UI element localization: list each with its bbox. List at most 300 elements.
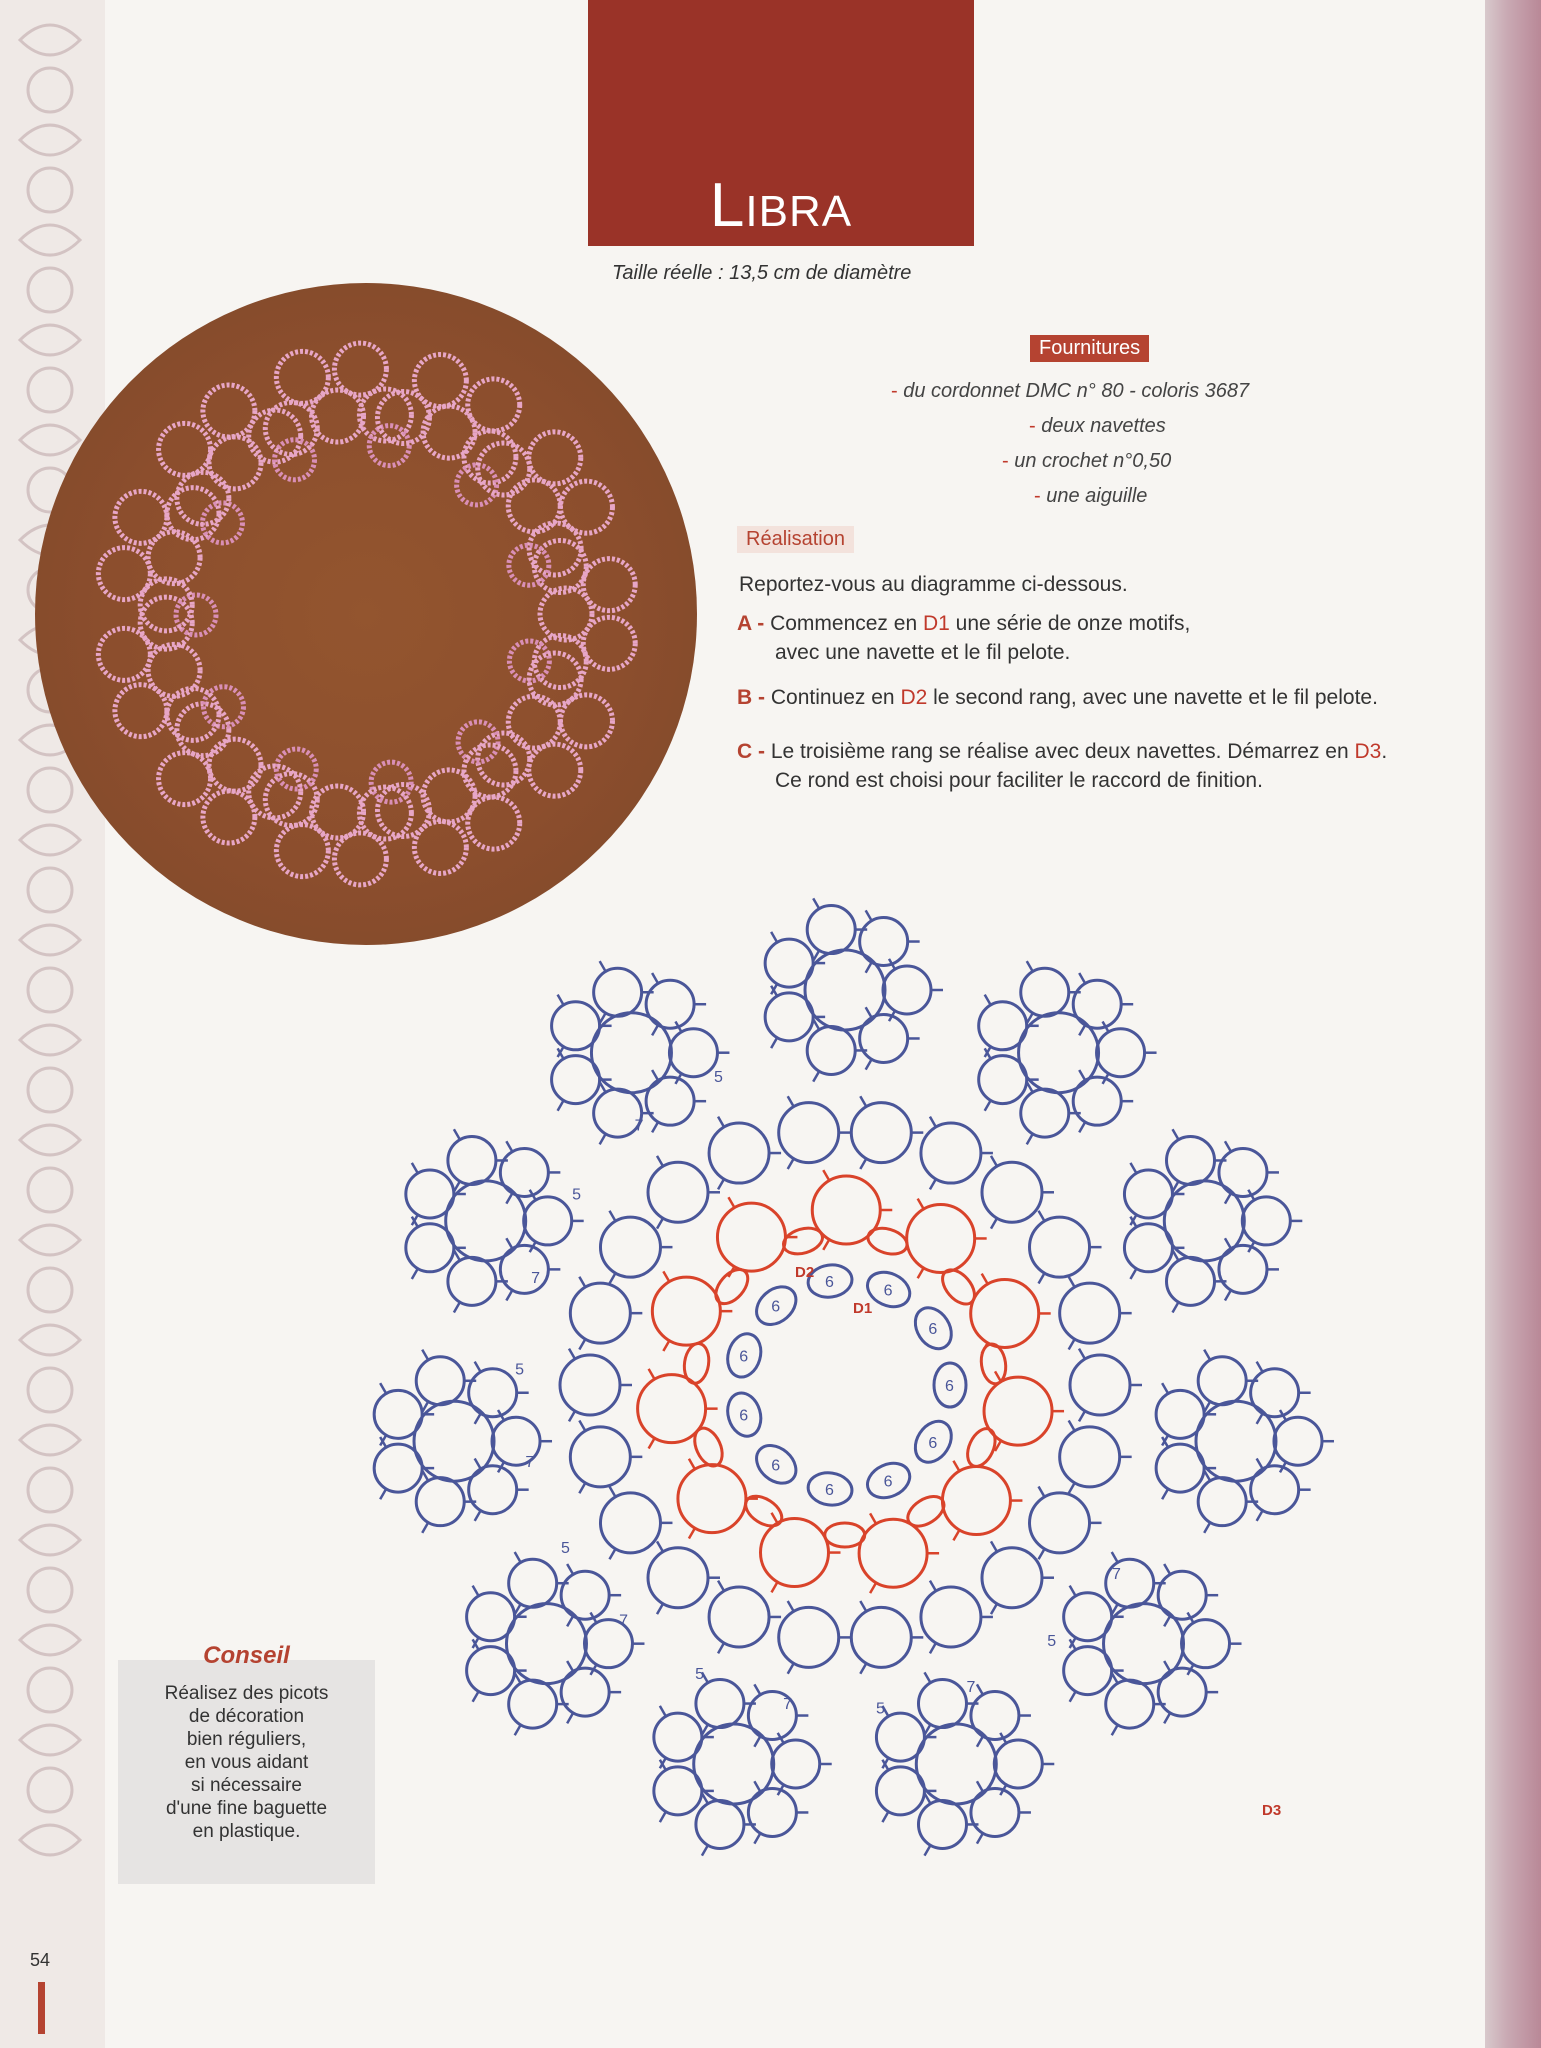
tatting-ring <box>1070 1355 1130 1415</box>
tatting-red-leaf <box>740 1490 787 1532</box>
tatting-picot <box>870 1513 876 1523</box>
tatting-picot <box>1027 1134 1033 1144</box>
tatting-picot <box>754 1781 760 1791</box>
lace-ring <box>204 687 244 727</box>
tatting-picot <box>930 1581 936 1591</box>
tatting-picot <box>1070 1586 1076 1596</box>
tatting-picot <box>515 1725 521 1735</box>
tatting-picot <box>475 1459 481 1469</box>
tatting-picot <box>754 1736 760 1746</box>
supply-item: - du cordonnet DMC n° 80 - coloris 3687 <box>891 380 1250 402</box>
tip-line: en plastique. <box>192 1821 301 1842</box>
stitch-count: 7 <box>619 1612 629 1630</box>
tatting-picot <box>652 1070 658 1080</box>
step-text: Commencez en <box>770 612 923 635</box>
tatting-ring <box>805 950 885 1030</box>
tatting-picot <box>985 1100 991 1110</box>
tatting-ring <box>883 966 931 1014</box>
page-title <box>588 170 974 241</box>
tatting-picot <box>1204 1522 1210 1532</box>
stitch-count: 6 <box>883 1473 893 1491</box>
tatting-ring <box>760 1519 828 1587</box>
supply-item-text: deux navettes <box>1041 415 1166 437</box>
tatting-picot <box>1225 1193 1231 1203</box>
tatting-ring <box>1104 1604 1184 1684</box>
lace-ring <box>509 545 549 585</box>
lace-ring <box>560 695 612 747</box>
supply-item: - deux navettes <box>1029 415 1166 437</box>
tatting-ring <box>779 1103 839 1163</box>
tatting-picot <box>657 1541 663 1551</box>
tatting-picot <box>771 932 777 942</box>
lace-ring <box>159 423 211 475</box>
tatting-picot <box>930 1117 936 1127</box>
tatting-ring <box>696 1800 744 1848</box>
tatting-picot <box>652 1025 658 1035</box>
tatting-picot <box>1069 1483 1075 1493</box>
tatting-picot <box>454 1129 460 1139</box>
tatting-picot <box>860 1601 866 1611</box>
tatting-picot <box>866 910 872 920</box>
lace-ring <box>202 503 242 543</box>
tatting-ring <box>694 1724 774 1804</box>
tatting-ring <box>807 906 855 954</box>
lace-ring <box>115 491 167 543</box>
lace-ring <box>312 390 364 442</box>
tatting-ring <box>500 1245 548 1293</box>
lace-ring <box>265 402 317 454</box>
tatting-ring <box>1167 1136 1215 1184</box>
tatting-ring <box>971 1279 1039 1347</box>
tatting-picot <box>977 1736 983 1746</box>
tatting-picot <box>1069 1420 1075 1430</box>
tatting-picot <box>380 1383 386 1393</box>
tip-line: Réalisez des picots <box>164 1683 329 1704</box>
tatting-picot <box>813 1071 819 1081</box>
tatting-red-leaf <box>962 1424 1000 1470</box>
tatting-picot <box>1112 1552 1118 1562</box>
tatting-picot <box>663 1341 669 1351</box>
tatting-ring <box>1021 968 1069 1016</box>
page-number: 54 <box>30 1950 51 1970</box>
tatting-picot <box>506 1238 512 1248</box>
tatting-ring <box>1182 1620 1230 1668</box>
tatting-ring <box>509 1559 557 1607</box>
tatting-ring <box>561 1571 609 1619</box>
tatting-picot <box>506 1141 512 1151</box>
stitch-count: 6 <box>928 1321 938 1339</box>
step-ref: D2 <box>900 686 928 709</box>
tatting-picot <box>657 1604 663 1614</box>
tip-line: bien réguliers, <box>186 1729 307 1750</box>
tatting-ring <box>916 1724 996 1804</box>
lace-ring <box>529 432 581 484</box>
tatting-picot <box>422 1522 428 1532</box>
stitch-count: 7 <box>783 1696 793 1714</box>
tatting-picot <box>860 1159 866 1169</box>
tatting-picot <box>1130 1163 1136 1173</box>
tatting-picot <box>600 1134 606 1144</box>
tatting-picot <box>985 995 991 1005</box>
tatting-ring <box>1060 1427 1120 1487</box>
tatting-ring <box>416 1357 464 1405</box>
tatting-picot <box>609 1211 615 1221</box>
tatting-picot <box>412 1163 418 1173</box>
tatting-picot <box>422 1350 428 1360</box>
tatting-picot <box>860 1096 866 1106</box>
tatting-picot <box>506 1193 512 1203</box>
tatting-red-leaf <box>682 1342 712 1385</box>
tatting-ring <box>921 1587 981 1647</box>
tatting-ring <box>506 1604 586 1684</box>
instructions-intro: Reportez-vous au diagramme ci-dessous. <box>739 573 1128 596</box>
lace-ring <box>508 480 560 532</box>
step-letter: A <box>737 612 752 635</box>
step-text-line2: avec une navette et le fil pelote. <box>775 641 1071 664</box>
tatting-picot <box>977 1833 983 1843</box>
tatting-ring <box>696 1680 744 1728</box>
lace-ring <box>98 628 150 680</box>
tatting-picot <box>918 1199 924 1209</box>
tatting-ring <box>1073 980 1121 1028</box>
tatting-red-leaf <box>936 1264 980 1310</box>
tatting-picot <box>1039 1486 1045 1496</box>
tatting-picot <box>1173 1129 1179 1139</box>
step-ref: D1 <box>922 612 950 635</box>
step-letter: C <box>737 740 753 763</box>
tatting-picot <box>1069 1339 1075 1349</box>
tatting-ring <box>1274 1417 1322 1465</box>
tatting-ring <box>1106 1680 1154 1728</box>
page-number-bar <box>38 1982 45 2034</box>
stitch-count: 6 <box>928 1434 938 1452</box>
book-spine-edge <box>1485 0 1541 2048</box>
tatting-picot <box>788 1159 794 1169</box>
tatting-ring <box>1242 1197 1290 1245</box>
tatting-picot <box>1162 1489 1168 1499</box>
stitch-count: 6 <box>825 1481 834 1499</box>
tatting-picot <box>953 1530 959 1540</box>
step-text: une série de onze motifs, <box>949 612 1191 635</box>
tatting-ring <box>669 1029 717 1077</box>
stitch-count: 6 <box>771 1298 781 1316</box>
tatting-ring <box>448 1136 496 1184</box>
tatting-picot <box>1079 973 1085 983</box>
tatting-picot <box>657 1156 663 1166</box>
tatting-picot <box>771 1582 777 1592</box>
tatting-ring <box>652 1277 720 1345</box>
lace-ring <box>203 791 255 843</box>
tatting-ring <box>509 1680 557 1728</box>
tatting-picot <box>1039 1273 1045 1283</box>
tatting-picot <box>1079 1349 1085 1359</box>
tatting-picot <box>991 1156 997 1166</box>
tip-line: d'une fine baguette <box>165 1798 328 1819</box>
tatting-picot <box>609 1273 615 1283</box>
tatting-ring <box>600 1493 660 1553</box>
tatting-ring <box>918 1680 966 1728</box>
supplies-label: Fournitures <box>1030 335 1149 362</box>
tatting-ring <box>591 1013 671 1093</box>
tatting-picot <box>1257 1459 1263 1469</box>
tatting-picot <box>953 1461 959 1471</box>
step-text: Continuez en <box>770 686 901 709</box>
tatting-red-leaf <box>689 1424 727 1470</box>
tatting-ring <box>971 1692 1019 1740</box>
tatting-picot <box>660 1706 666 1716</box>
lace-ring <box>478 443 530 495</box>
tatting-picot <box>475 1362 481 1372</box>
tatting-picot <box>930 1179 936 1189</box>
tatting-picot <box>991 1218 997 1228</box>
tatting-picot <box>609 1486 615 1496</box>
tatting-picot <box>660 1812 666 1822</box>
tatting-picot <box>473 1691 479 1701</box>
tip-title: Conseil <box>203 1642 290 1669</box>
tatting-ring <box>1019 1013 1099 1093</box>
tatting-picot <box>689 1528 695 1538</box>
tatting-picot <box>652 973 658 983</box>
tatting-ring <box>600 1217 660 1277</box>
tatting-picot <box>728 1197 734 1207</box>
lace-ring <box>423 770 475 822</box>
tatting-picot <box>1257 1510 1263 1520</box>
tatting-picot <box>788 1096 794 1106</box>
tatting-picot <box>823 1170 829 1180</box>
tatting-ring <box>1198 1478 1246 1526</box>
tatting-picot <box>718 1581 724 1591</box>
tatting-picot <box>718 1643 724 1653</box>
tatting-ring <box>469 1466 517 1514</box>
tatting-ring <box>982 1548 1042 1608</box>
stitch-count: 6 <box>739 1348 749 1366</box>
tatting-picot <box>600 961 606 971</box>
tatting-picot <box>924 1672 930 1682</box>
size-note: Taille réelle : 13,5 cm de diamètre <box>612 262 912 284</box>
tatting-ring <box>561 1668 609 1716</box>
tatting-picot <box>506 1290 512 1300</box>
tatting-picot <box>1257 1362 1263 1372</box>
stitch-count: 6 <box>883 1282 893 1300</box>
tatting-picot <box>475 1414 481 1424</box>
tatting-ring <box>1167 1257 1215 1305</box>
tatting-ring <box>860 918 908 966</box>
stitch-count: 6 <box>825 1274 834 1292</box>
tatting-picot <box>982 1274 988 1284</box>
tatting-ring <box>779 1607 839 1667</box>
tatting-ring <box>982 1162 1042 1222</box>
lace-ring <box>167 488 219 540</box>
tatting-picot <box>569 1411 575 1421</box>
tatting-picot <box>1039 1549 1045 1559</box>
tatting-ring <box>469 1369 517 1417</box>
tatting-ring <box>648 1162 708 1222</box>
tatting-picot <box>754 1684 760 1694</box>
step-ref: D3 <box>1354 740 1382 763</box>
tatting-picot <box>1130 1269 1136 1279</box>
tatting-picot <box>882 1812 888 1822</box>
tatting-ring <box>570 1427 630 1487</box>
diagram-inner-round <box>638 1170 1064 1593</box>
tatting-ring <box>1060 1283 1120 1343</box>
tatting-picot <box>1164 1564 1170 1574</box>
tatting-picot <box>567 1713 573 1723</box>
step-text-line2: Ce rond est choisi pour faciliter le raccord de finition. <box>775 769 1263 792</box>
tatting-picot <box>977 1684 983 1694</box>
tatting-ring <box>1073 1077 1121 1125</box>
tatting-picot <box>866 1007 872 1017</box>
tatting-picot <box>866 1059 872 1069</box>
step-text: le second rang, avec une navette et le fil pelote. <box>927 686 1378 709</box>
tatting-picot <box>579 1277 585 1287</box>
stitch-count: 7 <box>525 1454 535 1472</box>
tatting-ring <box>717 1203 785 1271</box>
tatting-picot <box>788 1601 794 1611</box>
tatting-ring <box>1196 1401 1276 1481</box>
tatting-picot <box>1164 1713 1170 1723</box>
lace-ring <box>468 379 520 431</box>
tatting-picot <box>860 1663 866 1673</box>
tatting-picot <box>1069 1277 1075 1287</box>
tatting-picot <box>567 1564 573 1574</box>
supply-item: - une aiguille <box>1034 485 1148 507</box>
tatting-picot <box>977 1781 983 1791</box>
tatting-picot <box>718 1179 724 1189</box>
tatting-ring <box>1251 1369 1299 1417</box>
step-a: A - Commencez en D1 une série de onze motifs, avec une navette et le fil pelote. <box>737 609 1190 667</box>
stitch-count: 7 <box>634 1117 644 1135</box>
tatting-ring <box>638 1375 706 1443</box>
tatting-ring <box>918 1800 966 1848</box>
tatting-picot <box>558 995 564 1005</box>
tatting-ring <box>648 1548 708 1608</box>
lace-ring <box>529 653 581 705</box>
tatting-diagram <box>340 825 1490 2035</box>
tatting-picot <box>652 1122 658 1132</box>
tatting-ring <box>921 1123 981 1183</box>
tatting-ring <box>1251 1466 1299 1514</box>
lace-ring <box>209 437 261 489</box>
tatting-picot <box>1079 1070 1085 1080</box>
lace-ring <box>177 472 229 524</box>
tatting-ring <box>1158 1571 1206 1619</box>
lace-ring <box>334 343 386 395</box>
tatting-red-leaf <box>825 1523 865 1547</box>
tatting-ring <box>859 1519 927 1587</box>
tatting-ring <box>446 1181 526 1261</box>
instructions-label: Réalisation <box>737 526 854 553</box>
lace-ring <box>464 745 516 797</box>
tatting-picot <box>1162 1383 1168 1393</box>
tatting-ring <box>748 1788 796 1836</box>
lace-ring <box>464 431 516 483</box>
stitch-count: 5 <box>560 1539 570 1557</box>
tatting-picot <box>579 1420 585 1430</box>
tatting-ring <box>907 1204 975 1272</box>
lace-ring <box>529 744 581 796</box>
tatting-picot <box>754 1833 760 1843</box>
diagram-label-d3: D3 <box>1262 1802 1282 1819</box>
tatting-ring <box>524 1197 572 1245</box>
lace-ring <box>458 722 498 762</box>
tatting-picot <box>930 1643 936 1653</box>
tatting-ring <box>1219 1245 1267 1293</box>
stitch-count: 5 <box>1047 1632 1057 1650</box>
tatting-picot <box>579 1339 585 1349</box>
tatting-picot <box>663 1271 669 1281</box>
tatting-ring <box>709 1123 769 1183</box>
tatting-picot <box>918 1268 924 1278</box>
tatting-ring <box>594 968 642 1016</box>
tatting-ring <box>942 1467 1010 1535</box>
tatting-ring <box>500 1148 548 1196</box>
tatting-picot <box>454 1302 460 1312</box>
tatting-picot <box>1079 1122 1085 1132</box>
tatting-picot <box>1225 1238 1231 1248</box>
tatting-picot <box>771 1513 777 1523</box>
lace-ring <box>148 644 200 696</box>
tip-line: si nécessaire <box>191 1775 302 1796</box>
tatting-ring <box>851 1103 911 1163</box>
tatting-picot <box>657 1218 663 1228</box>
tatting-picot <box>380 1489 386 1499</box>
lace-ring <box>371 762 411 802</box>
tatting-picot <box>475 1510 481 1520</box>
diagram-label-d1: D1 <box>853 1300 873 1317</box>
lace-ring <box>508 696 560 748</box>
tatting-ring <box>1021 1089 1069 1137</box>
diagram-label-d2: D2 <box>795 1264 815 1281</box>
tatting-ring <box>560 1355 620 1415</box>
tatting-ring <box>416 1478 464 1526</box>
title-banner <box>588 0 974 246</box>
stitch-count: 6 <box>945 1378 954 1395</box>
tip-line: en vous aidant <box>184 1752 309 1773</box>
tatting-picot <box>1225 1290 1231 1300</box>
tatting-picot <box>866 962 872 972</box>
tatting-ring <box>860 1014 908 1062</box>
tatting-ring <box>1158 1668 1206 1716</box>
tip-line: de décoration <box>188 1706 305 1727</box>
lace-ring <box>276 351 328 403</box>
supply-item: - un crochet n°0,50 <box>1002 450 1172 472</box>
supply-item-text: une aiguille <box>1046 485 1148 507</box>
tatting-ring <box>646 1077 694 1125</box>
stitch-count: 6 <box>771 1457 781 1475</box>
tatting-picot <box>870 1583 876 1593</box>
tatting-picot <box>558 1100 564 1110</box>
stitch-count: 6 <box>739 1407 749 1425</box>
tatting-picot <box>1039 1211 1045 1221</box>
tatting-picot <box>689 1459 695 1469</box>
tatting-ring <box>1198 1357 1246 1405</box>
tatting-picot <box>1204 1350 1210 1360</box>
lace-ring <box>457 465 497 505</box>
tatting-picot <box>609 1549 615 1559</box>
tatting-ring <box>772 1740 820 1788</box>
lace-ring <box>560 481 612 533</box>
stitch-count: 5 <box>876 1700 885 1718</box>
tatting-picot <box>567 1661 573 1671</box>
tatting-picot <box>649 1369 655 1379</box>
lace-ring <box>159 753 211 805</box>
lace-ring <box>167 688 219 740</box>
tatting-ring <box>709 1587 769 1647</box>
tatting-ring <box>971 1788 1019 1836</box>
tatting-picot <box>649 1438 655 1448</box>
tatting-picot <box>1070 1691 1076 1701</box>
tatting-picot <box>991 1604 997 1614</box>
